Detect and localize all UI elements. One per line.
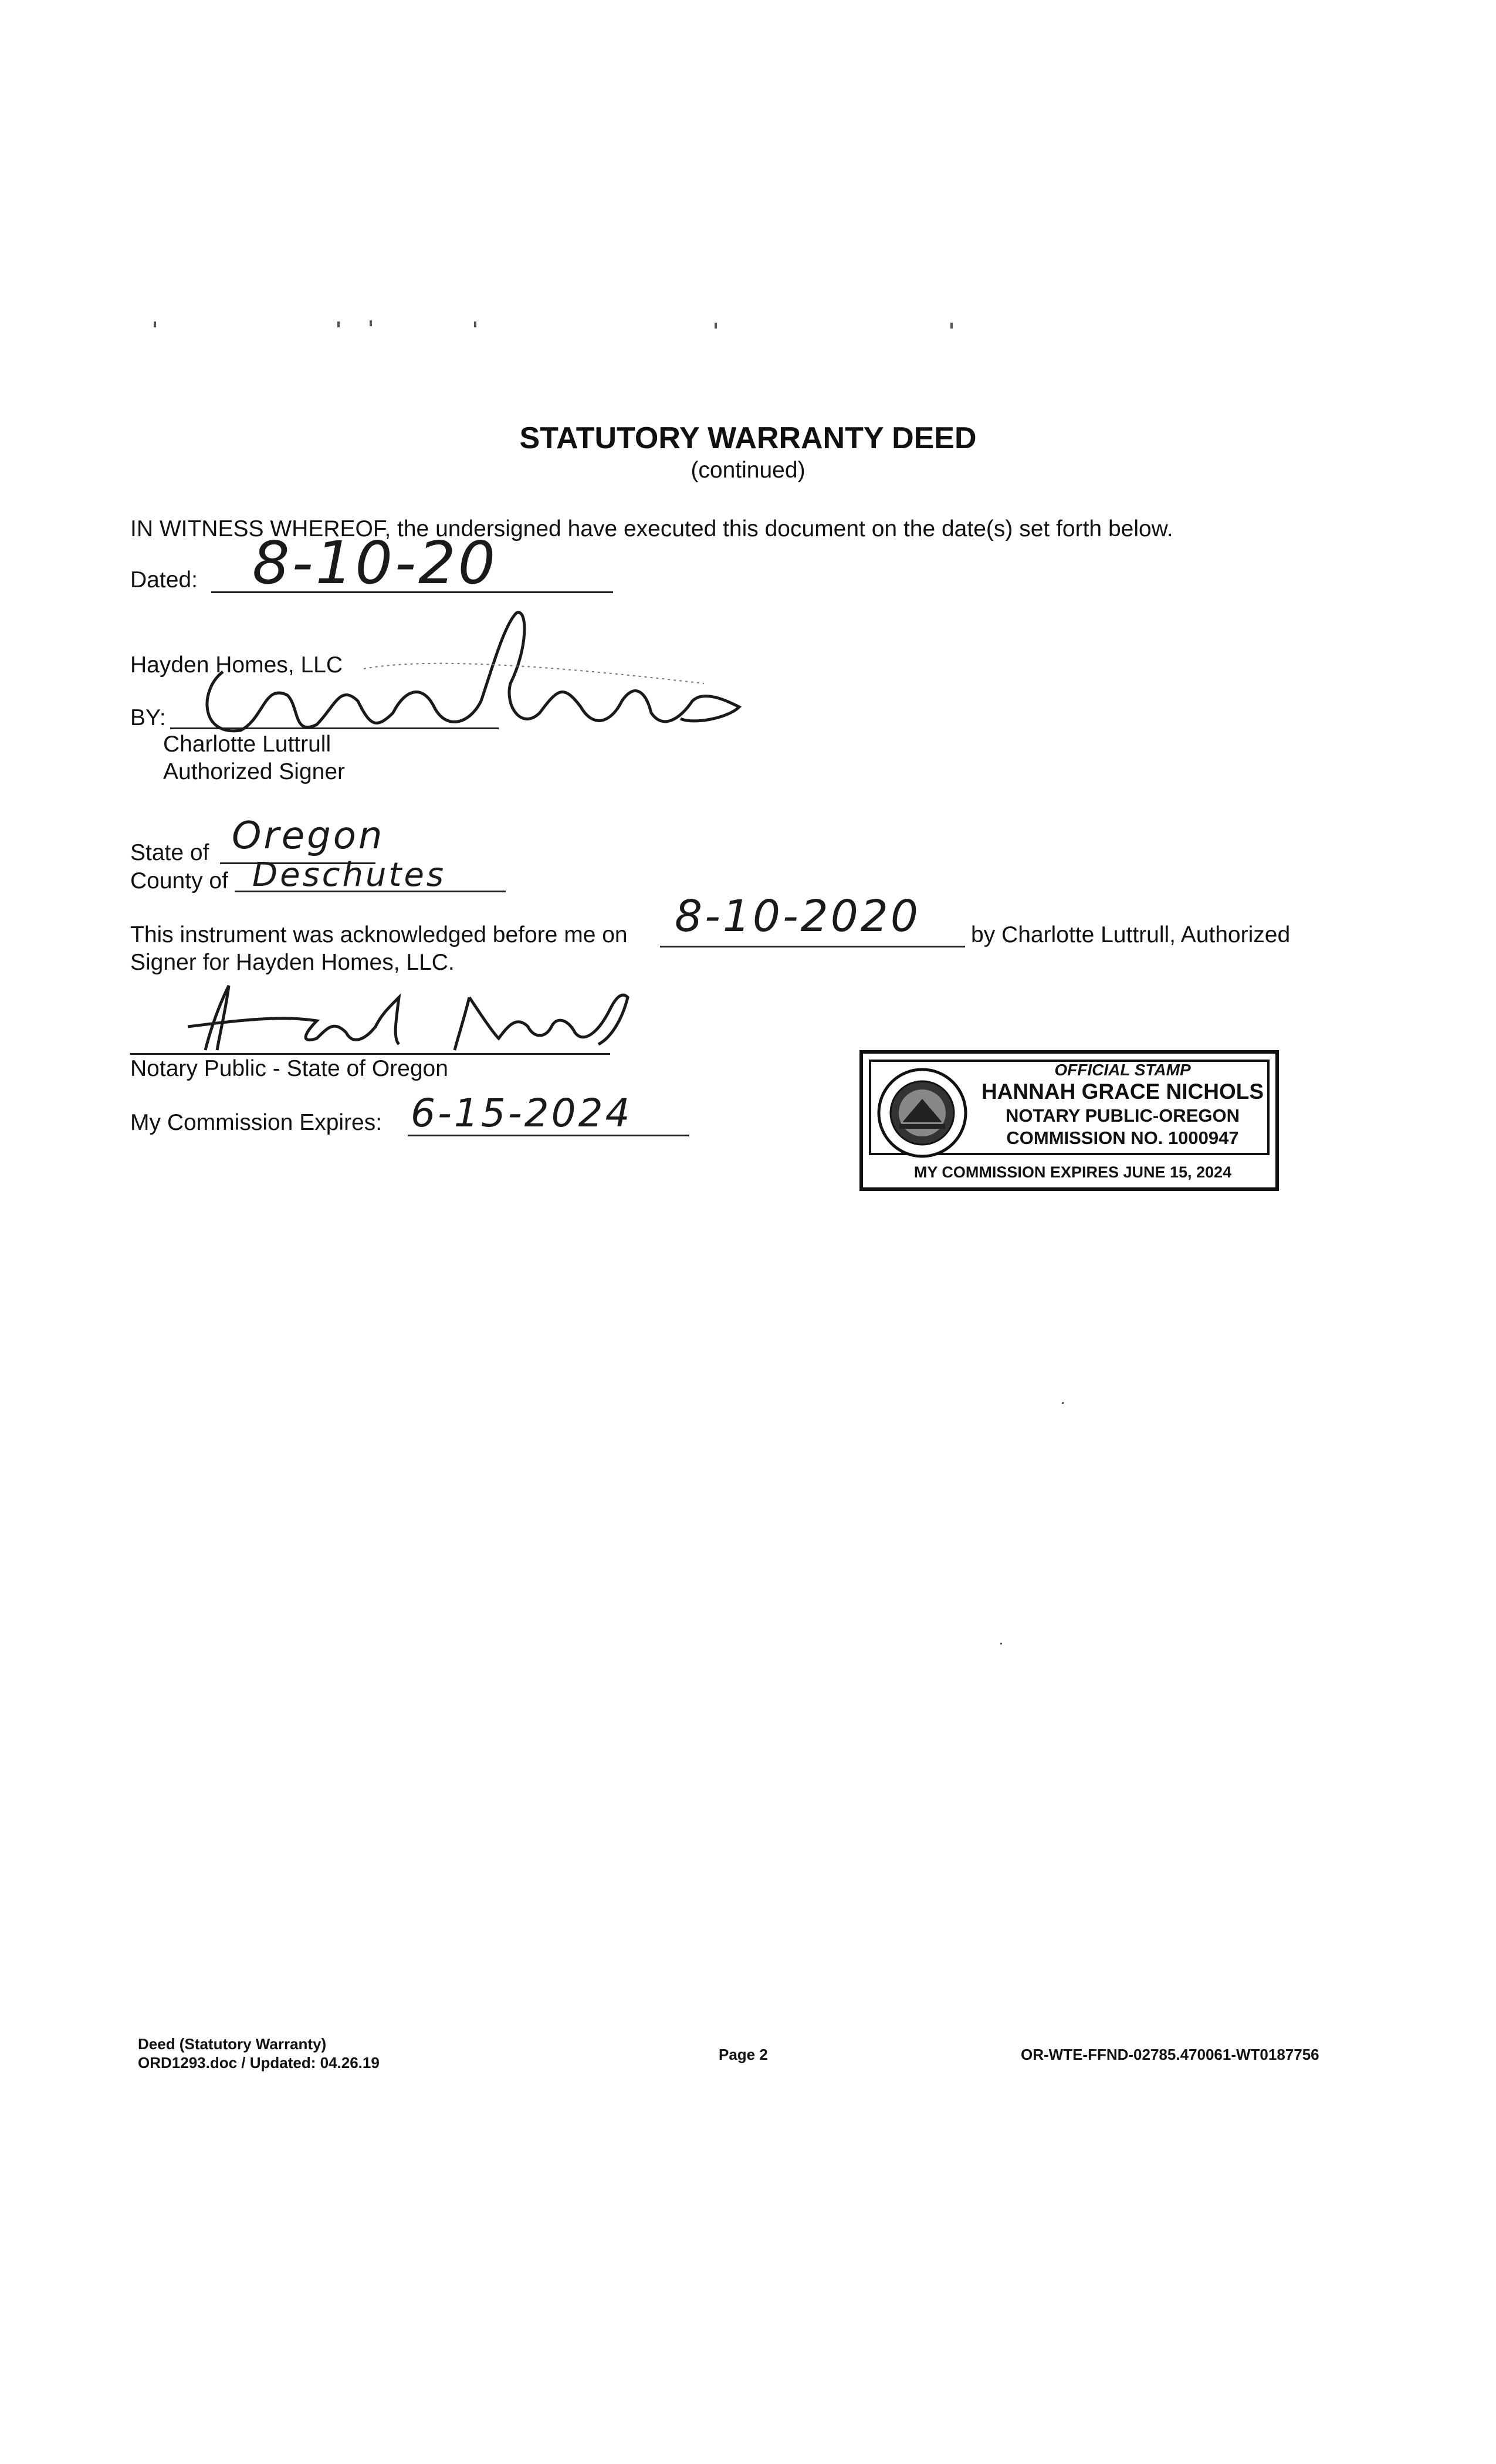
company-name: Hayden Homes, LLC <box>130 652 343 678</box>
acknowledgment-text: This instrument was acknowledged before me on <box>130 922 628 947</box>
state-handwritten: Oregon <box>232 814 385 858</box>
signer-title: Authorized Signer <box>163 759 346 784</box>
signer-name: Charlotte Luttrull <box>163 732 331 757</box>
acknowledgment-date-line <box>660 946 965 947</box>
acknowledgment-date-handwritten: 8-10-2020 <box>675 891 920 942</box>
document-subtitle: (continued) <box>691 458 805 483</box>
footer-reference-number: OR-WTE-FFND-02785.470061-WT0187756 <box>1021 2046 1319 2063</box>
acknowledgment-text-line2: Signer for Hayden Homes, LLC. <box>130 950 455 975</box>
scan-speck <box>715 323 717 329</box>
notary-label: Notary Public - State of Oregon <box>130 1056 448 1081</box>
scan-speck <box>474 321 476 327</box>
dated-label: Dated: <box>130 567 198 593</box>
scan-speck <box>950 323 953 329</box>
footer-page-number: Page 2 <box>719 2046 768 2063</box>
commission-handwritten: 6-15-2024 <box>411 1091 632 1136</box>
official-notary-stamp <box>859 1050 1279 1191</box>
state-seal-icon <box>876 1067 969 1159</box>
scan-speck <box>154 321 156 327</box>
notary-signature <box>164 974 645 1056</box>
footer-document-type: Deed (Statutory Warranty) <box>138 2035 327 2053</box>
footer-document-revision: ORD1293.doc / Updated: 04.26.19 <box>138 2054 380 2072</box>
stamp-notary-public: NOTARY PUBLIC-OREGON <box>1006 1105 1240 1126</box>
by-label: BY: <box>130 705 166 730</box>
scan-speck <box>370 320 372 326</box>
stamp-commission-number: COMMISSION NO. 1000947 <box>1006 1128 1239 1148</box>
scan-speck <box>1000 1643 1002 1644</box>
stamp-commission-expiry: MY COMMISSION EXPIRES JUNE 15, 2024 <box>913 1163 1232 1181</box>
witness-statement: IN WITNESS WHEREOF, the undersigned have executed this document on the date(s) set forth below. <box>130 516 1173 541</box>
scan-speck <box>1062 1402 1064 1404</box>
document-title: STATUTORY WARRANTY DEED <box>519 421 977 455</box>
scan-speck <box>337 321 340 327</box>
county-handwritten: Deschutes <box>252 856 446 894</box>
stamp-line-official: OFFICIAL STAMP <box>1054 1061 1191 1079</box>
stamp-notary-name: HANNAH GRACE NICHOLS <box>981 1079 1264 1104</box>
county-label: County of <box>130 868 228 893</box>
acknowledgment-text-continued: by Charlotte Luttrull, Authorized <box>971 922 1291 947</box>
dated-handwritten: 8-10-20 <box>252 529 498 597</box>
commission-label: My Commission Expires: <box>130 1110 383 1135</box>
state-label: State of <box>130 840 209 865</box>
